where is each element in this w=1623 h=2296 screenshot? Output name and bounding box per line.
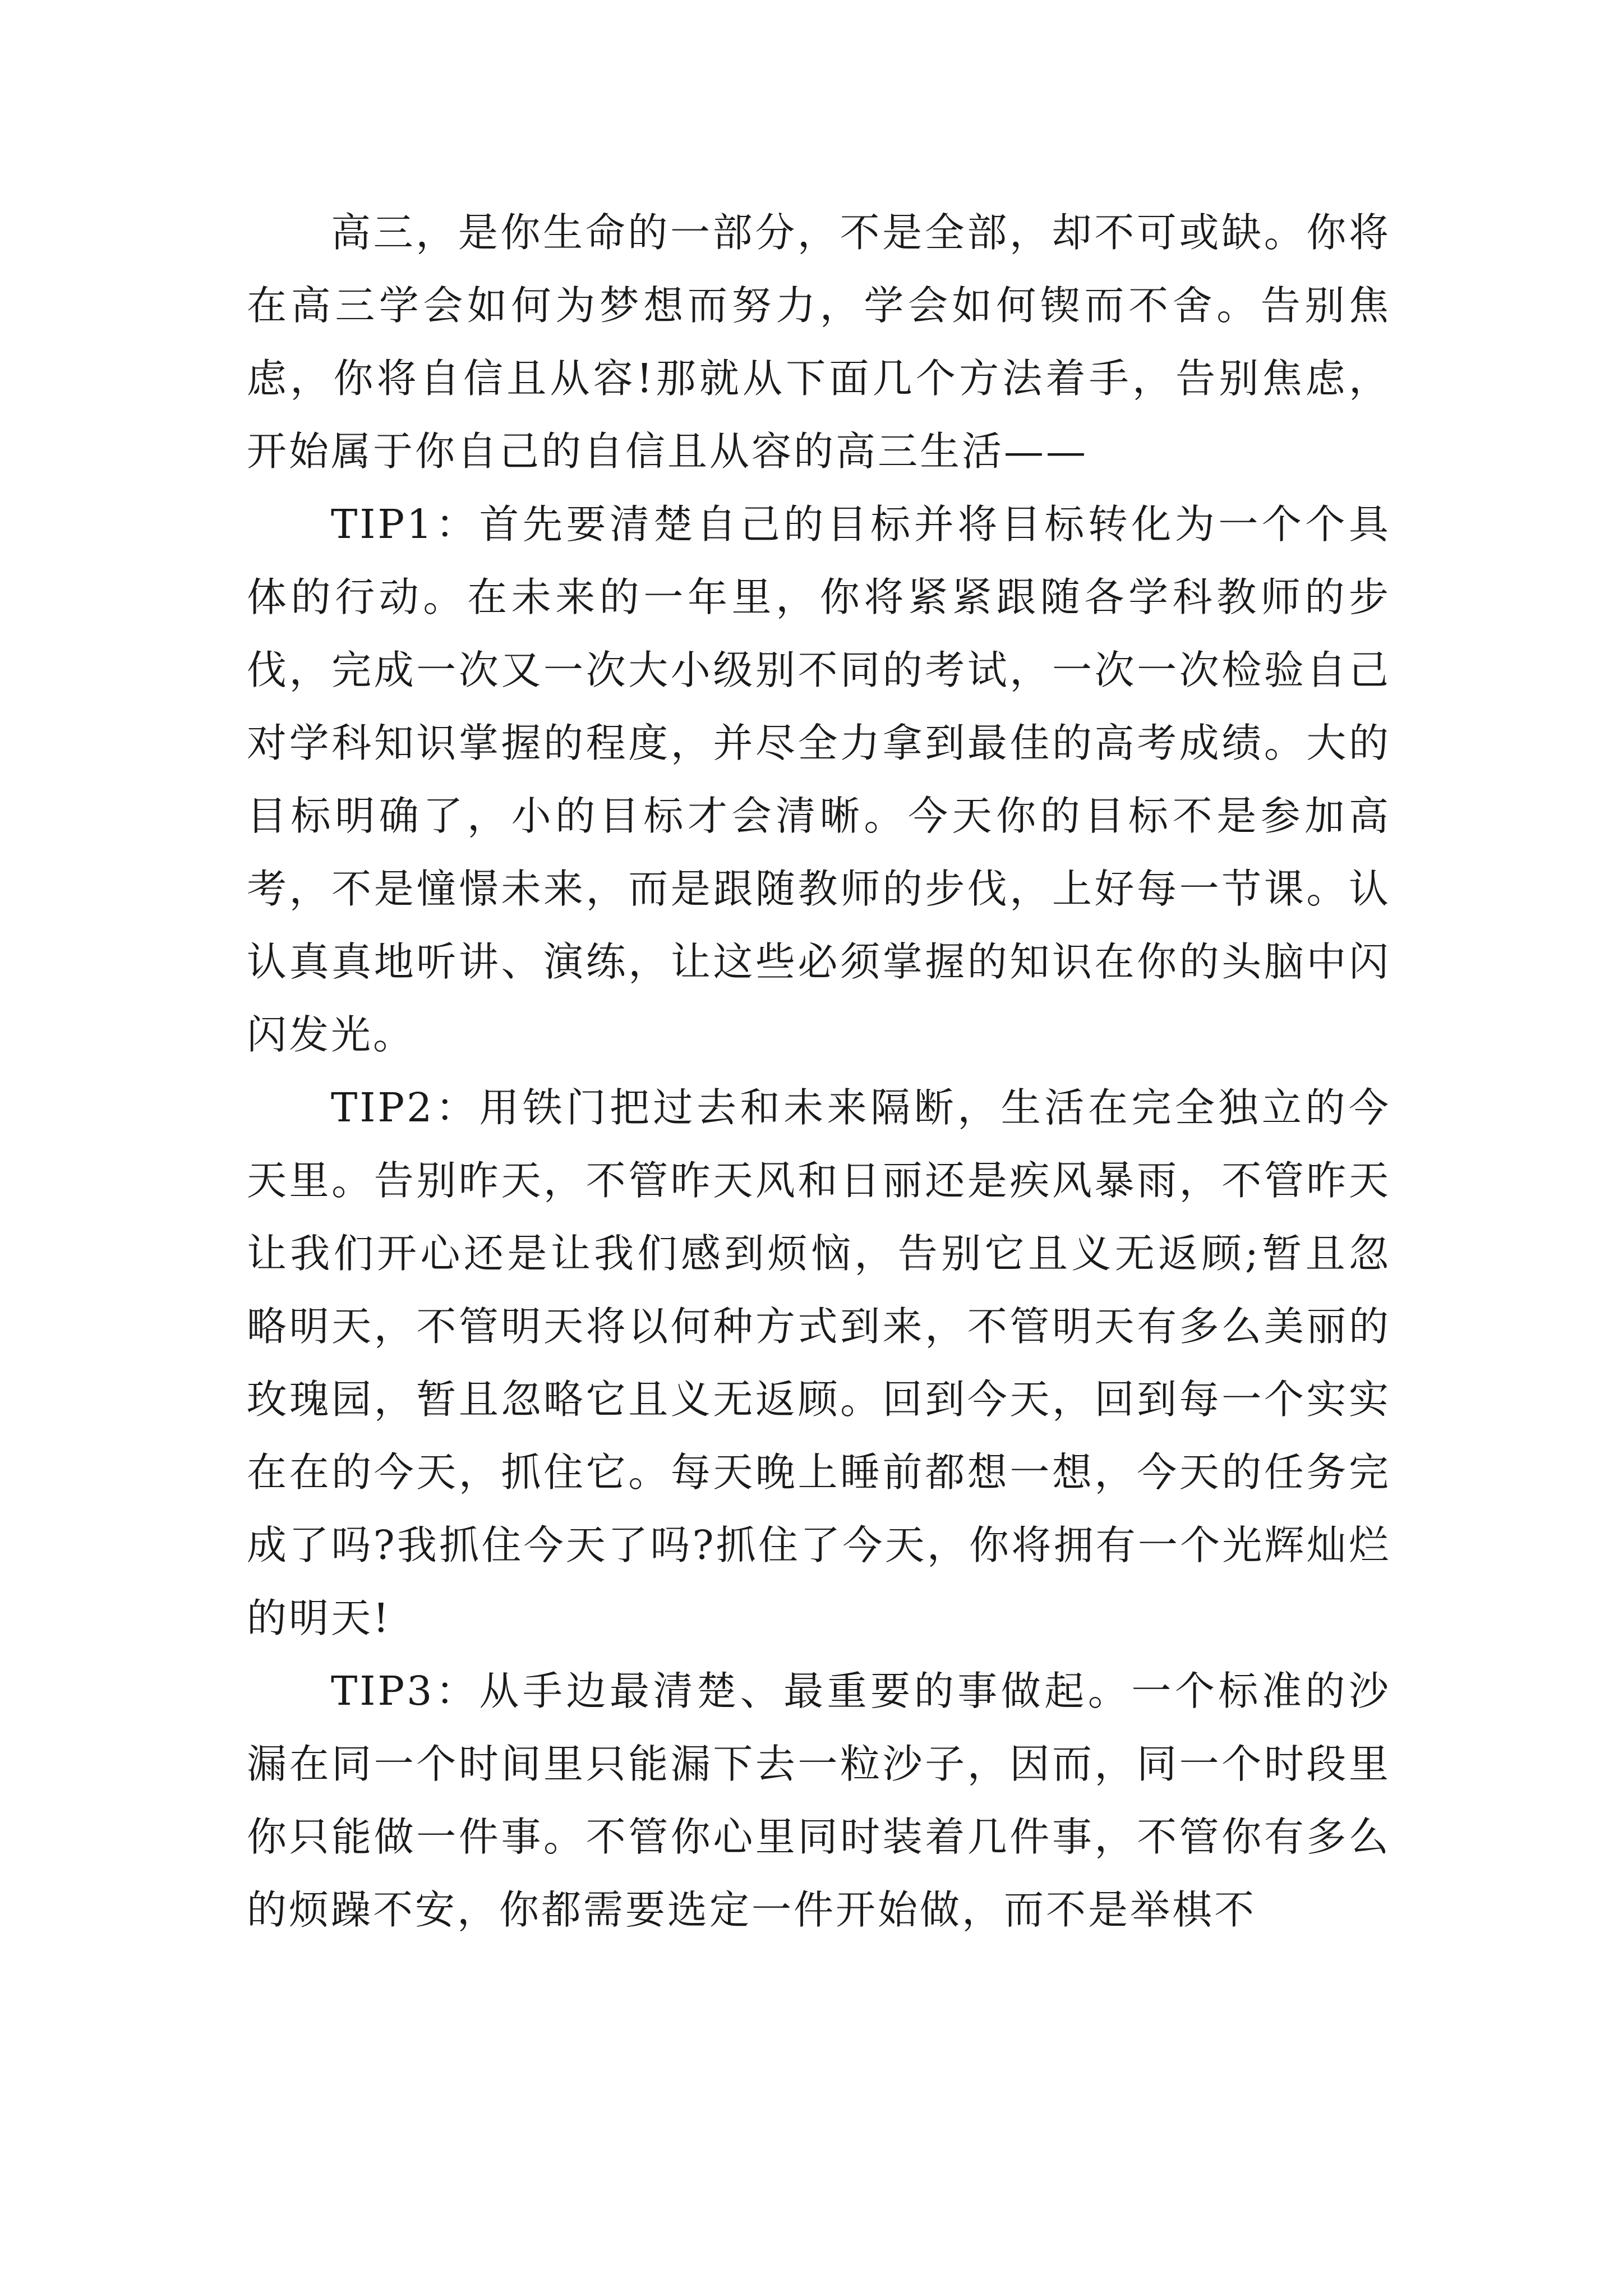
paragraph-tip3: TIP3：从手边最清楚、最重要的事做起。一个标准的沙漏在同一个时间里只能漏下去一粒沙子，因而，同一个时段里你只能做一件事。不管你心里同时装着几件事，不管你有多么的烦躁不安，你都需要选定一件开始做，而不是举棋不 (247, 1668, 1391, 1933)
paragraph-tip2: TIP2：用铁门把过去和未来隔断，生活在完全独立的今天里。告别昨天，不管昨天风和日丽还是疾风暴雨，不管昨天让我们开心还是让我们感到烦恼，告别它且义无返顾;暂且忽略明天，不管明天将以何种方式到来，不管明天有多么美丽的玫瑰园，暂且忽略它且义无返顾。回到今天，回到每一个实实在在的今天，抓住它。每天晚上睡前都想一想，今天的任务完成了吗?我抓住今天了吗?抓住了今天，你将拥有一个光辉灿烂的明天! (247, 1084, 1391, 1641)
body-text (247, 196, 1391, 1947)
paragraph-tip1: TIP1：首先要清楚自己的目标并将目标转化为一个个具体的行动。在未来的一年里，你将紧紧跟随各学科教师的步伐，完成一次又一次大小级别不同的考试，一次一次检验自己对学科知识掌握的程度，并尽全力拿到最佳的高考成绩。大的目标明确了，小的目标才会清晰。今天你的目标不是参加高考，不是憧憬未来，而是跟随教师的步伐，上好每一节课。认认真真地听讲、演练，让这些必须掌握的知识在你的头脑中闪闪发光。 (247, 501, 1391, 1058)
paragraph-intro: 高三，是你生命的一部分，不是全部，却不可或缺。你将在高三学会如何为梦想而努力，学会如何锲而不舍。告别焦虑，你将自信且从容!那就从下面几个方法着手，告别焦虑，开始属于你自己的自信且从容的高三生活—— (247, 209, 1391, 475)
